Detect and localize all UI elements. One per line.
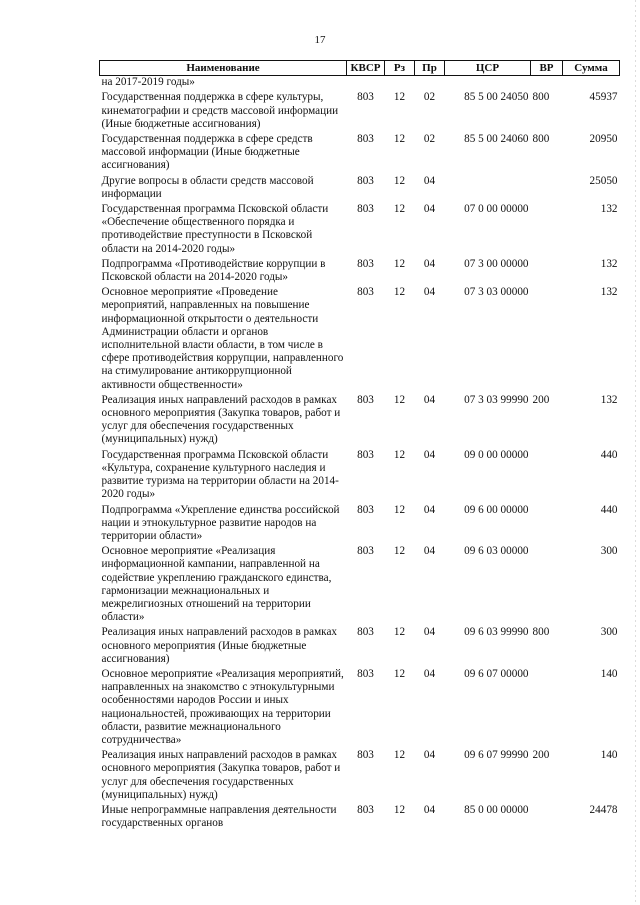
- table-row: [100, 175, 620, 203]
- cell-csr: [445, 76, 531, 92]
- table-row: [100, 749, 620, 804]
- cell-kvsr: 803: [357, 667, 374, 680]
- cell-sum: 24478: [589, 803, 618, 816]
- cell-pr: 04: [423, 626, 436, 639]
- cell-vr: 200: [532, 749, 550, 762]
- cell-pr: 04: [423, 393, 436, 406]
- cell-kvsr: 803: [357, 133, 374, 146]
- table-row: [100, 286, 620, 394]
- cell-pr: 04: [423, 448, 436, 461]
- table-row: [100, 626, 620, 668]
- cell-name: Государственная программа Псковской области «Культура, сохранение культурного наследия и развитие туризма на территории области на 2014-2020 годы»: [101, 448, 339, 501]
- cell-rz: 12: [393, 91, 406, 104]
- cell-csr: 09 6 07 00000: [464, 667, 529, 680]
- cell-csr: 85 5 00 24050: [464, 91, 529, 104]
- cell-pr: 04: [423, 174, 436, 187]
- cell-name: Иные непрограммные направления деятельности государственных органов: [101, 803, 337, 830]
- cell-rz: 12: [393, 133, 406, 146]
- cell-sum: 25050: [589, 174, 618, 187]
- table-row: [100, 804, 620, 832]
- cell-name: Реализация иных направлений расходов в рамках основного мероприятия (Закупка товаров, работ и услуг для обеспечения государственных (муниципальных) нужд): [101, 393, 341, 446]
- cell-name: Реализация иных направлений расходов в рамках основного мероприятия (Закупка товаров, работ и услуг для обеспечения государственных (муниципальных) нужд): [101, 749, 341, 801]
- cell-name: Основное мероприятие «Реализация информационной кампании, направленной на содействие укреплению гражданского единства, гармонизации межнациональных и межрелигиозных отношений на территории области»: [101, 545, 332, 624]
- header-csr: ЦСР: [445, 61, 531, 76]
- table-row: [100, 203, 620, 258]
- cell-pr: 04: [423, 803, 436, 816]
- cell-vr: [531, 804, 563, 832]
- cell-kvsr: [347, 76, 385, 92]
- cell-name: Другие вопросы в области средств массовой информации: [101, 174, 314, 200]
- cell-kvsr: 803: [357, 803, 374, 816]
- header-pr: Пр: [415, 61, 445, 76]
- table-row: [100, 504, 620, 546]
- header-name: Наименование: [100, 61, 347, 76]
- cell-pr: 02: [423, 133, 436, 146]
- cell-sum: 132: [600, 203, 618, 216]
- cell-vr: [531, 504, 563, 546]
- cell-kvsr: 803: [357, 545, 374, 558]
- table-row: [100, 258, 620, 286]
- cell-sum: 300: [600, 545, 618, 558]
- cell-vr: [531, 286, 563, 394]
- cell-pr: 04: [423, 545, 436, 558]
- cell-sum: 300: [600, 626, 618, 639]
- cell-sum: 140: [600, 667, 618, 680]
- cell-kvsr: 803: [357, 626, 374, 639]
- cell-vr: 200: [532, 393, 550, 406]
- cell-rz: 12: [393, 749, 406, 762]
- header-rz: Рз: [385, 61, 415, 76]
- scan-edge-line: [635, 0, 636, 905]
- cell-csr: 07 0 00 00000: [464, 203, 529, 216]
- cell-csr: 85 5 00 24060: [464, 133, 529, 146]
- cell-csr: 09 6 07 99990: [464, 749, 529, 762]
- table-row: [100, 394, 620, 449]
- cell-rz: 12: [393, 803, 406, 816]
- cell-name: Основное мероприятие «Реализация мероприятий, направленных на знакомство с этнокультурными особенностями народов России и иных национальностей, проживающих на территории области, развитие межнационального сотрудничества»: [101, 667, 344, 746]
- cell-vr: 800: [532, 626, 550, 639]
- cell-kvsr: 803: [357, 203, 374, 216]
- cell-vr: [531, 76, 563, 92]
- cell-kvsr: 803: [357, 286, 374, 299]
- cell-name: Подпрограмма «Противодействие коррупции в Псковской области на 2014-2020 годы»: [101, 257, 326, 284]
- cell-pr: 04: [423, 286, 436, 299]
- cell-kvsr: 803: [357, 393, 374, 406]
- cell-name: на 2017-2019 годы»: [101, 76, 195, 89]
- table-row: [100, 133, 620, 175]
- cell-name: Основное мероприятие «Проведение мероприятий, направленных на повышение информационной открытости о деятельности Администрации области и органов исполнительной власти области, в том числе в сфере противодействия коррупции, направленного на стимулирование антикоррупционной активности общественности»: [101, 286, 344, 391]
- cell-vr: [531, 545, 563, 626]
- cell-sum: 132: [600, 257, 618, 270]
- cell-rz: [385, 76, 415, 92]
- header-kvsr: КВСР: [347, 61, 385, 76]
- cell-name: Государственная программа Псковской области «Обеспечение общественного порядка и противодействие преступности в Псковской области на 2014-2020 годы»: [101, 203, 329, 255]
- cell-vr: [531, 449, 563, 504]
- table-row: [100, 668, 620, 749]
- table-row: [100, 449, 620, 504]
- cell-sum: 45937: [589, 91, 618, 104]
- cell-sum: 440: [600, 503, 618, 516]
- cell-rz: 12: [393, 174, 406, 187]
- cell-sum: 132: [600, 393, 618, 406]
- header-sum: Сумма: [563, 61, 620, 76]
- cell-name: Государственная поддержка в сфере культуры, кинематографии и средств массовой информации (Иные бюджетные ассигнования): [101, 91, 339, 130]
- cell-sum: 132: [600, 286, 618, 299]
- cell-sum: 440: [600, 448, 618, 461]
- cell-pr: 04: [423, 257, 436, 270]
- cell-rz: 12: [393, 667, 406, 680]
- cell-rz: 12: [393, 448, 406, 461]
- cell-rz: 12: [393, 203, 406, 216]
- cell-vr: [531, 668, 563, 749]
- cell-rz: 12: [393, 545, 406, 558]
- cell-name: Реализация иных направлений расходов в рамках основного мероприятия (Иные бюджетные ассигнования): [101, 626, 338, 665]
- table-body: [100, 76, 620, 833]
- cell-sum: 20950: [589, 133, 618, 146]
- table-header: [100, 61, 620, 76]
- cell-kvsr: 803: [357, 448, 374, 461]
- cell-pr: 02: [423, 91, 436, 104]
- cell-csr: 09 6 03 00000: [464, 545, 529, 558]
- cell-kvsr: 803: [357, 174, 374, 187]
- cell-csr: 85 0 00 00000: [464, 803, 529, 816]
- cell-csr: 07 3 03 99990: [464, 393, 529, 406]
- cell-vr: [531, 258, 563, 286]
- table-row: [100, 545, 620, 626]
- cell-rz: 12: [393, 626, 406, 639]
- cell-pr: 04: [423, 203, 436, 216]
- cell-kvsr: 803: [357, 749, 374, 762]
- cell-kvsr: 803: [357, 503, 374, 516]
- cell-vr: 800: [532, 91, 550, 104]
- header-row: [100, 61, 620, 76]
- cell-csr: 09 6 00 00000: [464, 503, 529, 516]
- table-row: [100, 76, 620, 92]
- table-row: [100, 91, 620, 133]
- cell-name: Подпрограмма «Укрепление единства российской нации и этнокультурное развитие народов на территории области»: [101, 503, 340, 542]
- cell-sum: 140: [600, 749, 618, 762]
- cell-pr: 04: [423, 667, 436, 680]
- cell-rz: 12: [393, 286, 406, 299]
- budget-table: [99, 60, 620, 832]
- page-number: 17: [314, 34, 326, 46]
- cell-pr: 04: [423, 749, 436, 762]
- cell-rz: 12: [393, 503, 406, 516]
- cell-sum: [563, 76, 620, 92]
- cell-csr: 07 3 00 00000: [464, 257, 529, 270]
- cell-kvsr: 803: [357, 91, 374, 104]
- cell-vr: 800: [532, 133, 550, 146]
- cell-vr: [531, 203, 563, 258]
- cell-kvsr: 803: [357, 257, 374, 270]
- cell-csr: 09 6 03 99990: [464, 626, 529, 639]
- cell-rz: 12: [393, 393, 406, 406]
- cell-csr: [445, 175, 531, 203]
- cell-pr: [415, 76, 445, 92]
- cell-vr: [531, 175, 563, 203]
- cell-name: Государственная поддержка в сфере средств массовой информации (Иные бюджетные ассигнования): [101, 133, 313, 172]
- cell-rz: 12: [393, 257, 406, 270]
- cell-csr: 09 0 00 00000: [464, 448, 529, 461]
- header-vr: ВР: [531, 61, 563, 76]
- cell-csr: 07 3 03 00000: [464, 286, 529, 299]
- cell-pr: 04: [423, 503, 436, 516]
